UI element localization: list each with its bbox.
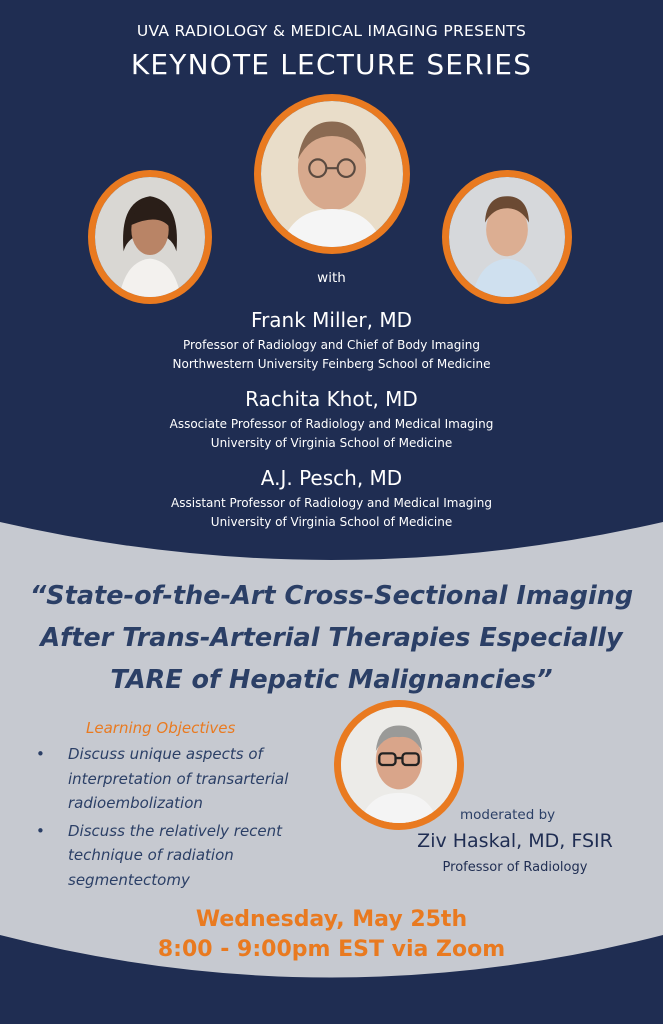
list-item bbox=[36, 742, 336, 816]
speaker-name: Rachita Khot, MD bbox=[245, 387, 418, 411]
event-time: 8:00 - 9:00pm EST via Zoom bbox=[157, 937, 506, 962]
moderator-role: Professor of Radiology bbox=[442, 860, 588, 875]
event-date: Wednesday, May 25th bbox=[195, 907, 468, 932]
speaker-role: Assistant Professor of Radiology and Medical Imaging bbox=[171, 496, 492, 510]
speaker-block bbox=[0, 387, 663, 453]
learning-objectives-heading: Learning Objectives bbox=[86, 719, 236, 737]
presenter-line: UVA RADIOLOGY & MEDICAL IMAGING PRESENTS bbox=[136, 22, 527, 40]
portrait-frank-miller bbox=[254, 94, 410, 254]
objective-text: Discuss the relatively recent technique of radiation segmentectomy bbox=[68, 821, 283, 889]
moderated-by-label: moderated by bbox=[460, 807, 556, 823]
objective-text: Discuss unique aspects of interpretation of transarterial radioembolization bbox=[68, 745, 289, 812]
speaker-name: Frank Miller, MD bbox=[251, 308, 412, 332]
portrait-ziv-haskal bbox=[334, 700, 464, 830]
lecture-title-line: TARE of Hepatic Malignancies” bbox=[110, 665, 553, 695]
speaker-role: Associate Professor of Radiology and Medical Imaging bbox=[169, 417, 494, 431]
speaker-block bbox=[0, 466, 663, 532]
lecture-title-line: “State-of-the-Art Cross-Sectional Imaging bbox=[29, 581, 634, 611]
speaker-institution: Northwestern University Feinberg School of Medicine bbox=[172, 357, 491, 371]
speaker-institution: University of Virginia School of Medicine bbox=[210, 515, 453, 529]
bullet-icon: • bbox=[36, 745, 45, 763]
series-title: KEYNOTE LECTURE SERIES bbox=[130, 48, 533, 81]
speaker-institution: University of Virginia School of Medicine bbox=[210, 436, 453, 450]
speaker-role: Professor of Radiology and Chief of Body Imaging bbox=[183, 338, 480, 352]
moderator-name: Ziv Haskal, MD, FSIR bbox=[417, 830, 613, 852]
bullet-icon: • bbox=[36, 821, 45, 840]
list-item bbox=[36, 819, 336, 893]
speaker-name: A.J. Pesch, MD bbox=[260, 466, 403, 490]
lecture-title bbox=[0, 575, 663, 701]
with-label: with bbox=[317, 270, 346, 286]
event-datetime bbox=[0, 905, 663, 965]
learning-objectives-list bbox=[36, 742, 336, 895]
speaker-block bbox=[0, 308, 663, 374]
lecture-title-line: After Trans-Arterial Therapies Especially bbox=[40, 623, 623, 653]
